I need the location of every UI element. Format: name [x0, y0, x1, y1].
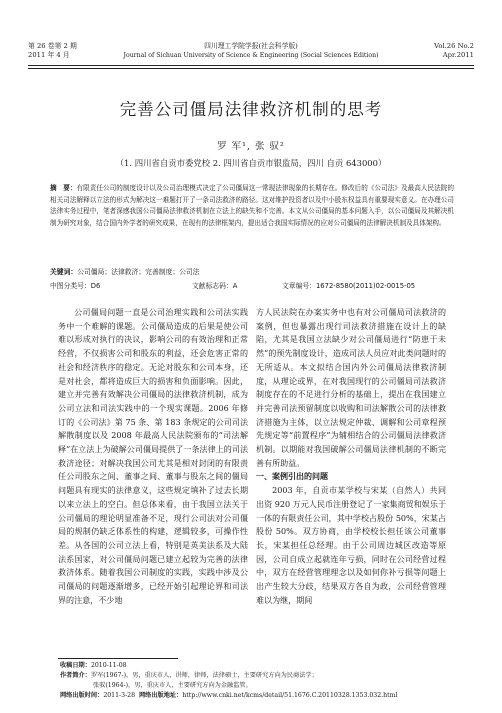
author2-info: 张驭(1964-)，男，重庆市人，主要研究方向为金融监管。 [93, 682, 252, 689]
volume-en: Vol.26 No.2 [434, 42, 474, 50]
body-column-right [256, 306, 446, 607]
keywords-label: 关键词： [50, 268, 78, 276]
paper-title: 完善公司僵局法律救济机制的思考 [119, 100, 383, 119]
paragraph: 方人民法院在办案实务中也有对公司僵局司法救济的案例，但也暴露出现行司法救济措施在设计上的缺陷，尤其是我国立法缺少对公司僵局进行“防患于未然”的预先制度设计，造成司法人员应对此类问题时的无所适从。本文拟结合国内外公司僵局法律救济制度，从理论或界，在对我国现行的公司僵局司法救济制度存在的不足进行分析的基础上，提出在我国建立并完善司法预留制度以收购和司法解散公司的法律救济措施为主体，以立法规定仲裁、调解和公司章程预先规定等“前置程序”为辅相结合的公司僵局法律救济机制。以期能对我国破解公司僵局法律机制的不断完善有所助益。 [256, 308, 446, 468]
online-url[interactable]: http://www.cnki.net/kcms/detail/51.1676.C.20110328.1353.032.html [182, 692, 398, 699]
keywords [50, 266, 454, 276]
header-rule [28, 65, 474, 66]
date-en: Apr.2011 [442, 51, 474, 59]
footnote-rule [58, 658, 178, 659]
clc-number: 中图分类号：D6 [50, 282, 101, 290]
author-info-label: 作者简介： [60, 672, 91, 679]
date-cn: 2011 年 4 月 [28, 51, 70, 59]
document-code: 文献标志码：A [192, 282, 238, 290]
journal-en: Journal of Sichuan University of Science & Engineering (Social Sciences Edition) [123, 52, 379, 59]
volume-cn: 第 26 卷第 2 期 [28, 42, 77, 50]
keywords-text: 公司僵局；法律救济；完善制度；公司法 [77, 268, 200, 276]
journal-cn: 四川理工学院学报(社会科学版) [204, 42, 298, 50]
article-number: 文章编号：1672-8580(2011)02-0015-05 [282, 282, 416, 290]
section-heading: 一、案例引出的问题 [256, 472, 328, 482]
online-label: 网络出版时间： [60, 692, 104, 699]
received-date: 2010-11-08 [90, 662, 127, 669]
url-label: 网络出版地址： [139, 692, 183, 699]
abstract-label: 摘 要： [50, 184, 77, 192]
body-column-left [58, 306, 248, 607]
paragraph: 2003 年，自贡市某学校与宋某（自然人）共同出资 920 万元人民币注册登记了一家集商贸和娱乐于一体的有限责任公司，其中学校占股份 50%，宋某占股份 50%。双方协商，由学校校长担任该公司董事长，宋某担任总经理。由于公司周边城区改造等原因，公司自成立起就连年亏损，同时在公司经营过程中，双方在经营管理理念以及如何你补亏损等问题上出产生较大分歧，结果双方各自为政，公司经营管理难以为继，期间 [256, 486, 446, 605]
header-rule-thin [28, 68, 474, 69]
paragraph: 公司僵局问题一直是公司治理实践和公司法实践务中一个难解的课题。公司僵局造成的后果是使公司难以形成对执行的决议，影响公司的有效治理和正常经营，不仅损害公司和股东的利益，还会危害正常的社会和经济秩序的稳定。无论对股东和公司本身，还是对社会，都将造成巨大的损害和负面影响。因此，建立并完善有效解决公司僵局的法律救济机制，成为公司立法和司法实践中的一个现实课题。2006 年修订的《公司法》第 75 条、第 183 条规定的公司司法解散制度以及 2008 年最高人民法院颁布的“司法解释”在立法上为破解公司僵局提供了一条法律上的司法救济途径；对解决我国公司尤其是相对封闭的有限责任公司股东之间、董事之间、董事与股东之间的僵局问题具有现实的法律意义，这些规定填补了过去长期以来立法上的空白。但总体来看，由于我国立法关于公司僵局的理论明显准备不足，现行公司法对公司僵局的规制仍缺乏体系性的构建，逻辑较多，可操作性差。从各国的公司立法上看，特别是英美法系及大陆法系国家，对公司僵局问题已建立起较为完善的法律救济体系。随着我国公司制度的实践，实践中涉及公司僵局的问题逐渐增多，已经开始引起理论界和司法界的注意，不少地 [58, 308, 248, 605]
affiliation: （1. 四川省自贡市委党校 2. 四川省自贡市银监局，四川 自贡 643000） [115, 158, 387, 168]
abstract [50, 183, 454, 229]
online-date: 2011-3-28 [103, 692, 136, 699]
author1-info: 罗军(1967-)，男，重庆市人，讲师，律师，法律硕士，主要研究方向为民商法学； [90, 672, 318, 679]
received-label: 收稿日期： [60, 662, 91, 669]
footnote [60, 661, 460, 701]
abstract-text: 有限责任公司的制度设计以及公司治理模式决定了公司僵局这一常现法律现象的长期存在。修改后的《公司法》及最高人民法院的相关司法解释以立法的形式为解决这一难题打开了一条司法救济的路径。这对维护投资者以及中小股东权益具有重要现实意义。在办理公司法律实务过程中，笔者深感我国公司僵局法律救济机制在立法上的缺失和不完善。本文从公司僵局的基本问题入手，以公司僵局及其解决机制为研究对象，结合国内外学者的研究成果，在现有的法律框架内，提出适合我国实际情况的应对公司僵局的法律解决机制及具体架构。 [50, 184, 455, 227]
authors: 罗 军¹, 张 驭² [217, 141, 285, 152]
